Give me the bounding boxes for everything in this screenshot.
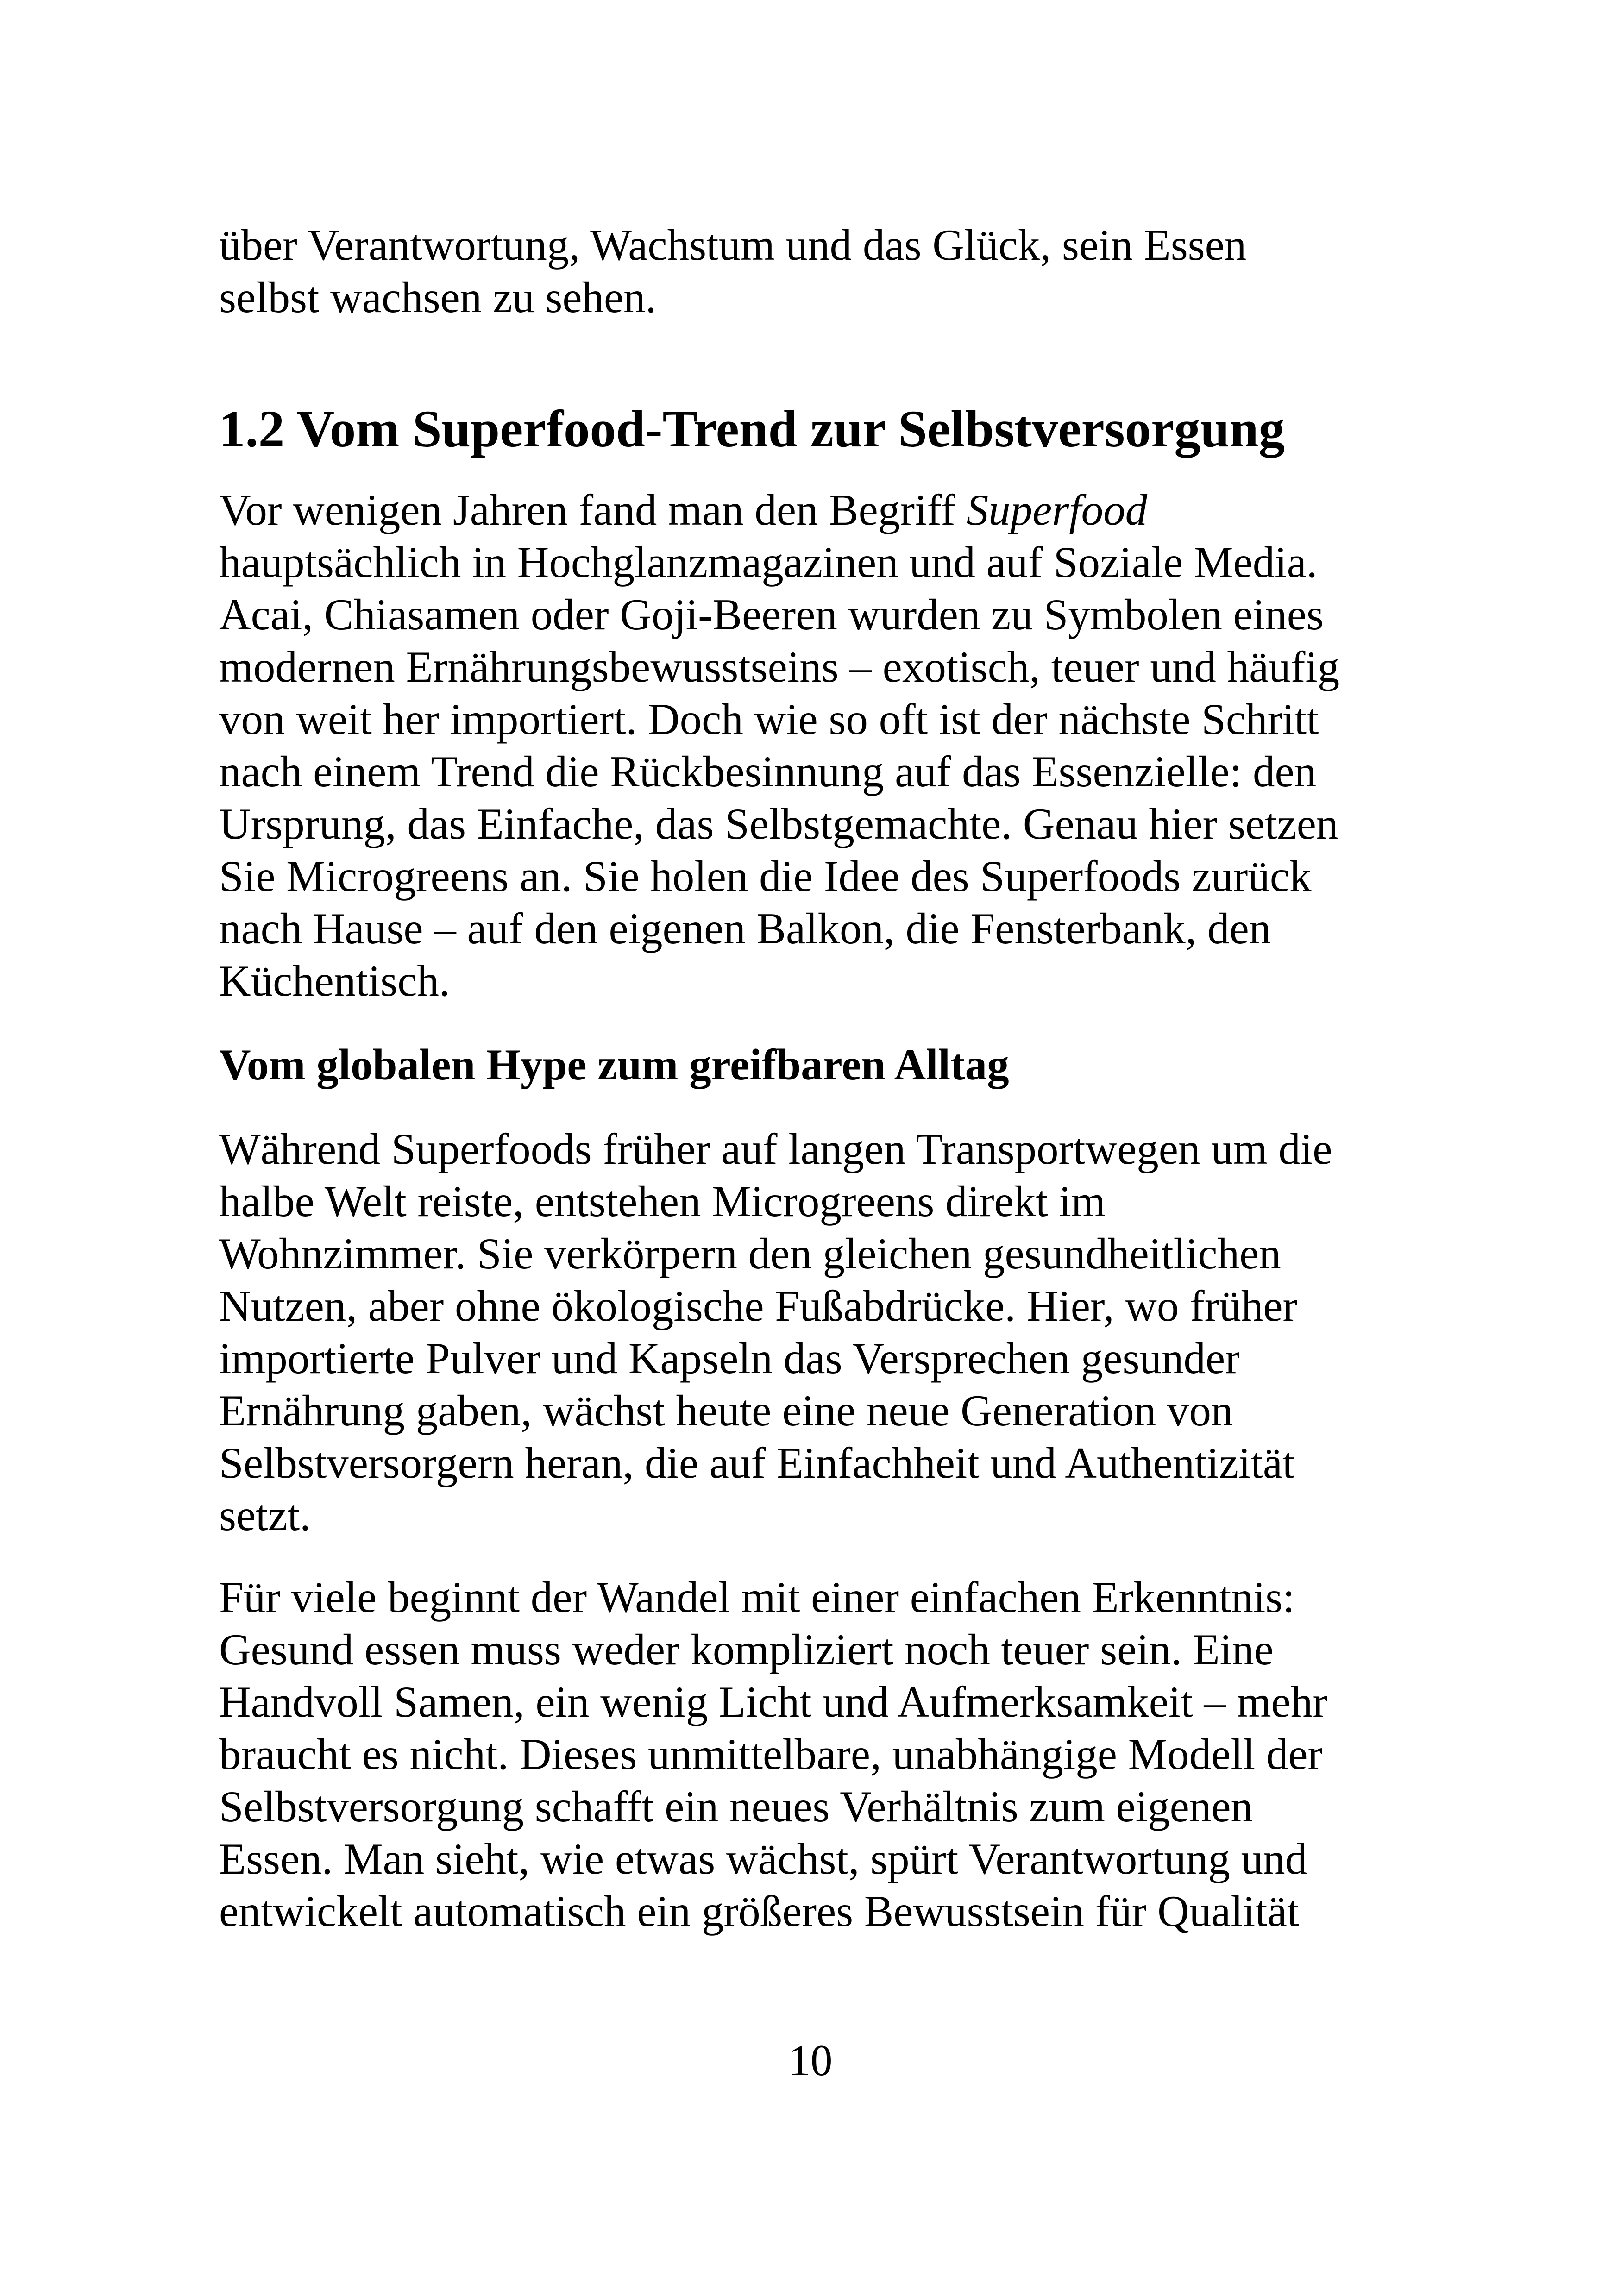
text-line: Küchentisch. [219,956,450,1005]
text-line: nach Hause – auf den eigenen Balkon, die Fensterbank, den [219,904,1271,953]
lead-paragraph [219,219,1433,324]
text-line: selbst wachsen zu sehen. [219,273,657,322]
subheading: Vom globalen Hype zum greifbaren Alltag [219,1040,1009,1089]
text-line: halbe Welt reiste, entstehen Microgreens direkt im [219,1177,1106,1226]
page-number: 10 [788,2036,833,2085]
text-line: nach einem Trend die Rückbesinnung auf das Essenzielle: den [219,747,1317,796]
text-line: importierte Pulver und Kapseln das Versprechen gesunder [219,1334,1240,1383]
text-line [219,484,1433,536]
text-line: entwickelt automatisch ein größeres Bewusstsein für Qualität [219,1887,1300,1936]
text-line: Wohnzimmer. Sie verkörpern den gleichen gesundheitlichen [219,1229,1281,1278]
text-line: Selbstversorgern heran, die auf Einfachheit und Authentizität [219,1438,1295,1487]
text-line: Nutzen, aber ohne ökologische Fußabdrücke. Hier, wo früher [219,1281,1298,1330]
paragraph-2 [219,1123,1433,1542]
text-line: von weit her importiert. Doch wie so oft ist der nächste Schritt [219,695,1319,744]
line-text: Vor wenigen Jahren fand man den Begriff [219,485,967,534]
text-line: setzt. [219,1491,311,1540]
text-line: braucht es nicht. Dieses unmittelbare, unabhängige Modell der [219,1730,1323,1779]
text-line: modernen Ernährungsbewusstseins – exotisch, teuer und häufig [219,642,1340,691]
emphasized-term: Superfood [966,485,1148,534]
text-line: Acai, Chiasamen oder Goji-Beeren wurden zu Symbolen eines [219,590,1324,639]
text-line: Während Superfoods früher auf langen Transportwegen um die [219,1124,1332,1173]
text-line: Ernährung gaben, wächst heute eine neue Generation von [219,1386,1233,1435]
text-line: Gesund essen muss weder kompliziert noch teuer sein. Eine [219,1625,1274,1674]
text-line: Sie Microgreens an. Sie holen die Idee des Superfoods zurück [219,852,1312,901]
paragraph-3 [219,1571,1433,1938]
section-heading: 1.2 Vom Superfood-Trend zur Selbstversorgung [219,400,1285,458]
text-line: Handvoll Samen, ein wenig Licht und Aufmerksamkeit – mehr [219,1677,1327,1726]
text-line: Für viele beginnt der Wandel mit einer einfachen Erkenntnis: [219,1573,1295,1622]
paragraph-1 [219,484,1433,1007]
text-line: Selbstversorgung schafft ein neues Verhältnis zum eigenen [219,1782,1253,1831]
text-line: Ursprung, das Einfache, das Selbstgemachte. Genau hier setzen [219,799,1338,848]
text-line: Essen. Man sieht, wie etwas wächst, spürt Verantwortung und [219,1834,1307,1883]
text-line: über Verantwortung, Wachstum und das Glück, sein Essen [219,220,1247,270]
text-line: hauptsächlich in Hochglanzmagazinen und auf Soziale Media. [219,538,1318,587]
